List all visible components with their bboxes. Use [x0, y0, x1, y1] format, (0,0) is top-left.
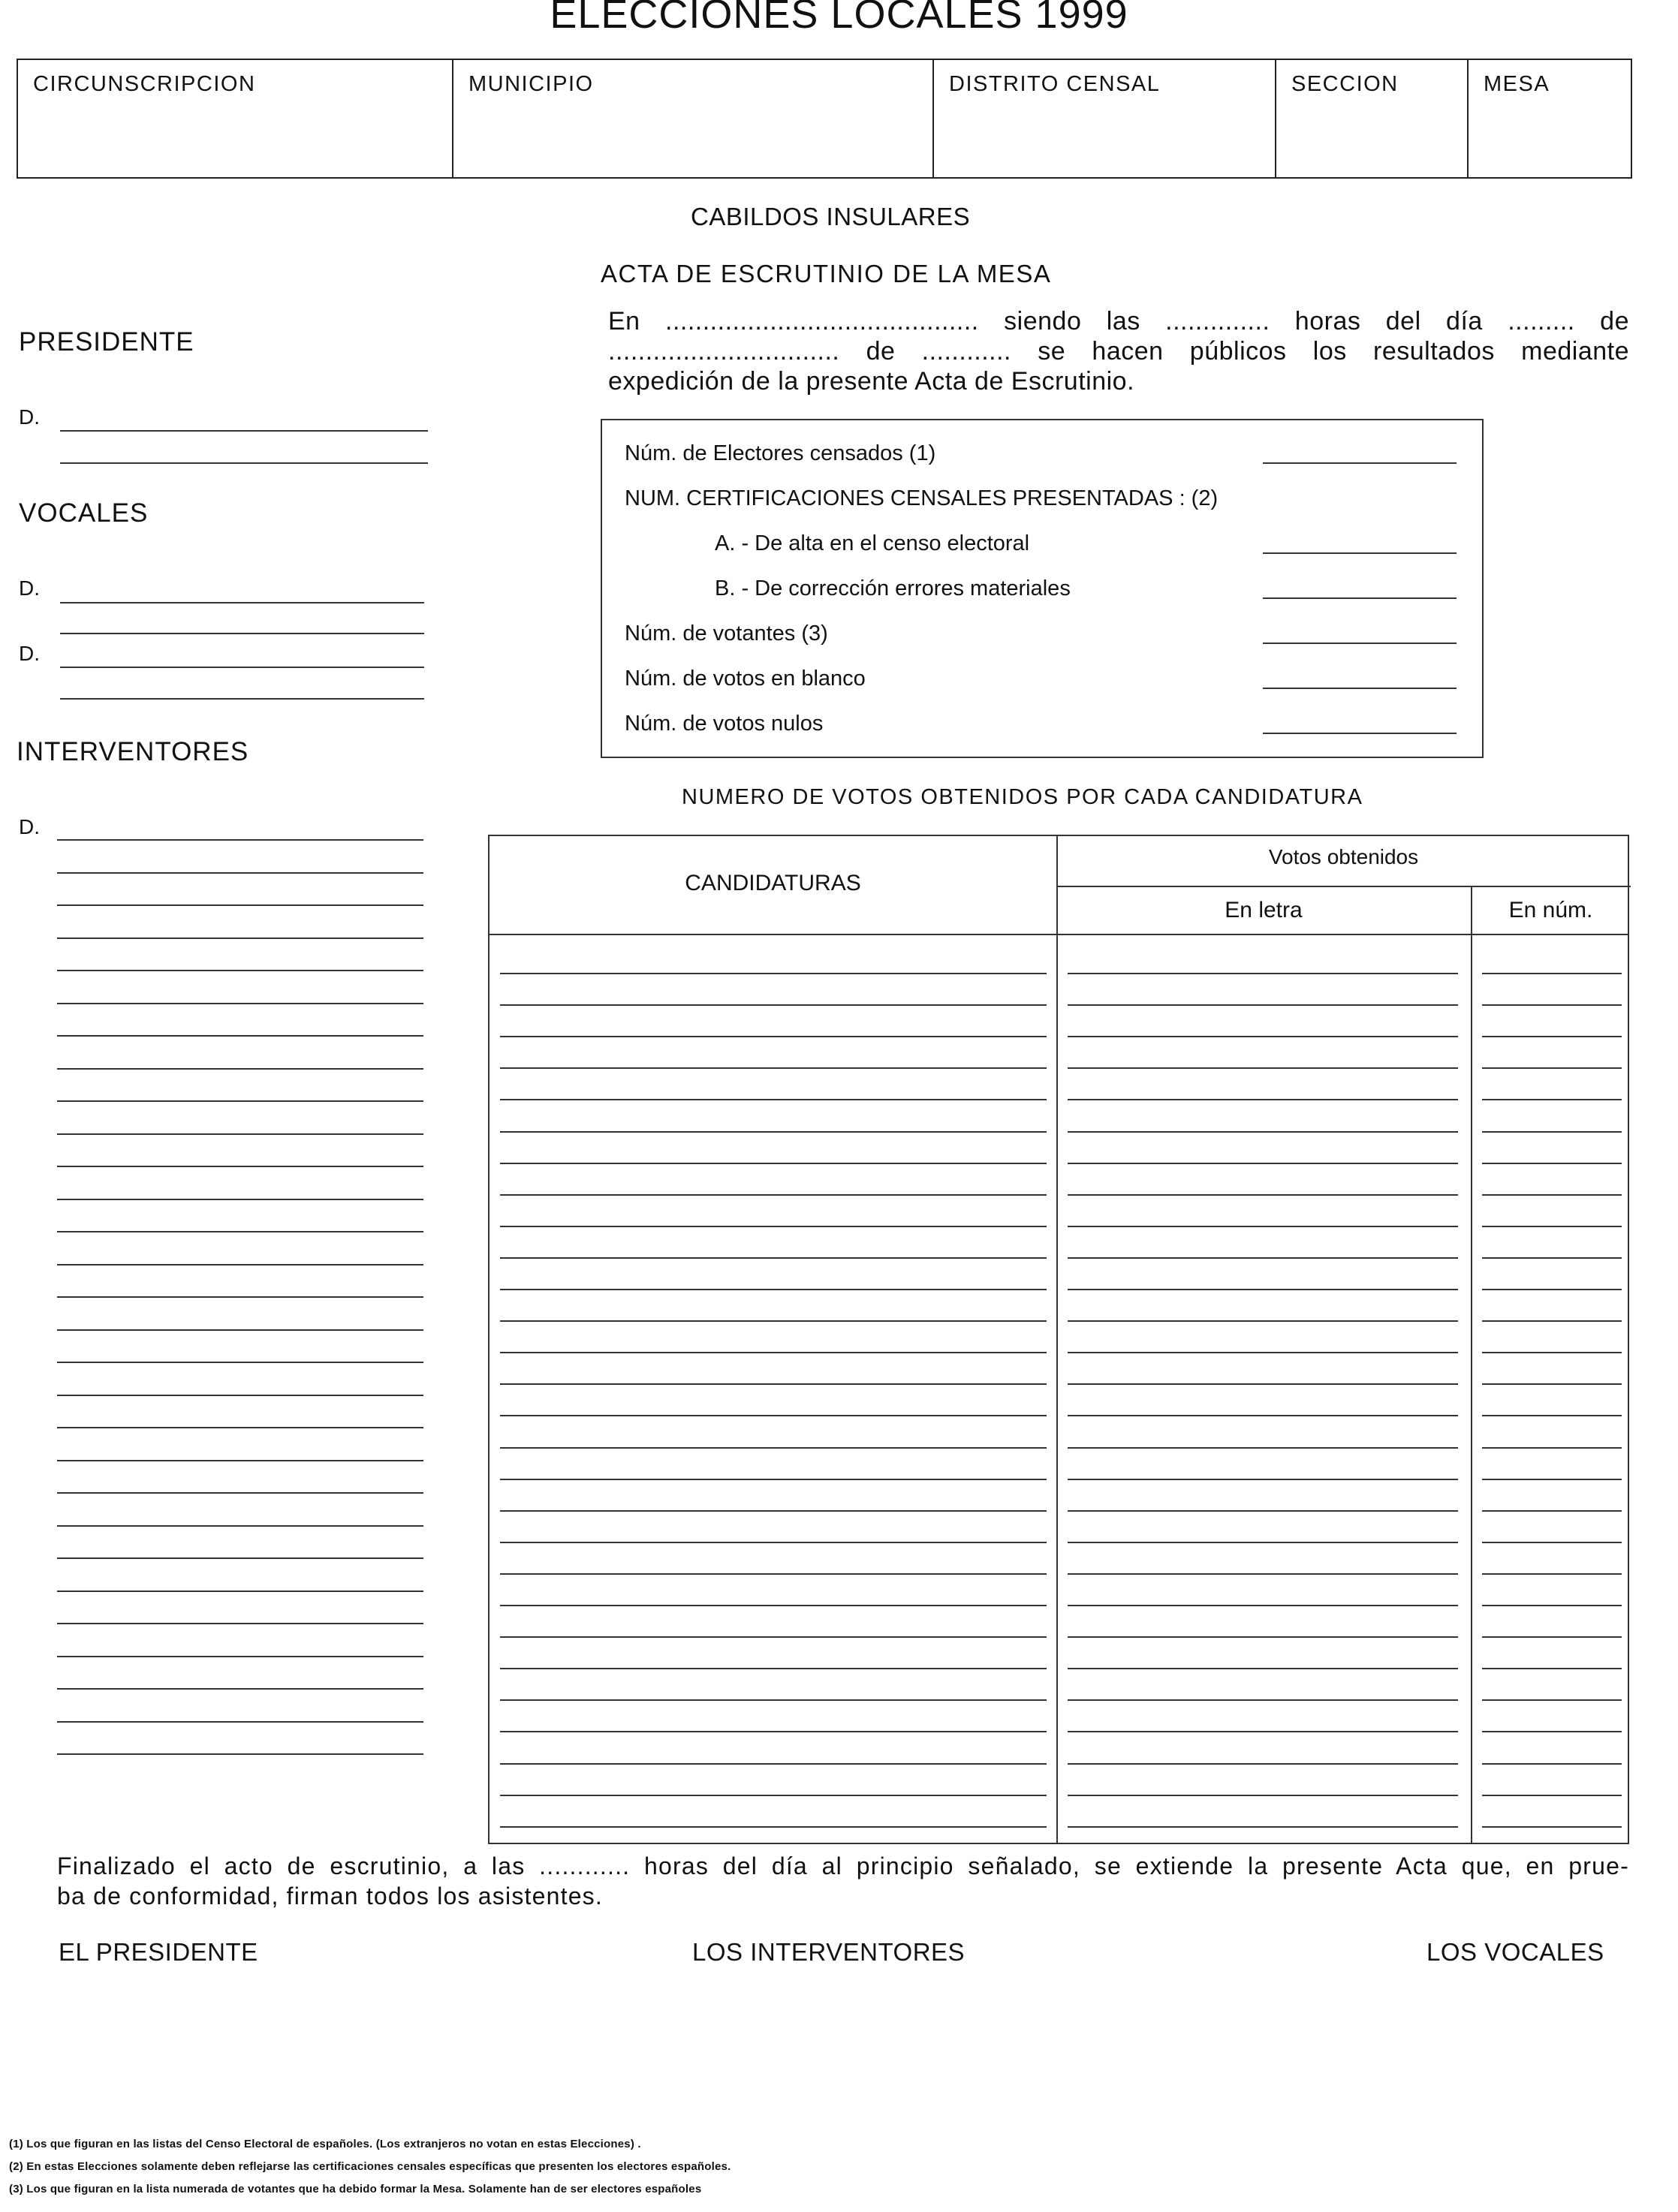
- votos-num-line[interactable]: [1482, 1731, 1622, 1732]
- candidatura-line[interactable]: [500, 1636, 1047, 1638]
- presidente-line[interactable]: [60, 430, 428, 432]
- interventor-line[interactable]: [57, 1035, 423, 1037]
- interventor-line[interactable]: [57, 1721, 423, 1723]
- intro-line-3: expedición de la presente Acta de Escrutinio.: [608, 367, 1135, 396]
- field-mesa[interactable]: MESA: [1484, 72, 1550, 96]
- electores-line[interactable]: [1263, 462, 1457, 464]
- candidatura-line[interactable]: [500, 1194, 1047, 1196]
- vocal-line[interactable]: [60, 602, 424, 603]
- votos-num-line[interactable]: [1482, 1004, 1622, 1006]
- votos-letra-line[interactable]: [1068, 1636, 1458, 1638]
- votos-num-line[interactable]: [1482, 1542, 1622, 1543]
- votos-letra-line[interactable]: [1068, 1510, 1458, 1512]
- table-divider: [1056, 886, 1631, 887]
- votos-num-line[interactable]: [1482, 1573, 1622, 1575]
- table-divider: [1471, 886, 1472, 1843]
- votos-letra-line[interactable]: [1068, 1131, 1458, 1133]
- d-label: D.: [19, 815, 40, 838]
- closing-paragraph: [57, 1851, 1629, 1911]
- interventor-line[interactable]: [57, 1656, 423, 1657]
- interventor-line[interactable]: [57, 1557, 423, 1559]
- interventor-line[interactable]: [57, 1231, 423, 1232]
- votos-letra-line[interactable]: [1068, 1479, 1458, 1480]
- closing-line-2: ba de conformidad, firman todos los asistentes.: [57, 1882, 603, 1910]
- votos-letra-line[interactable]: [1068, 1036, 1458, 1037]
- label-interventores: INTERVENTORES: [17, 737, 249, 766]
- votos-num-line[interactable]: [1482, 1036, 1622, 1037]
- interventor-line[interactable]: [57, 1003, 423, 1004]
- interventor-line[interactable]: [57, 1362, 423, 1363]
- footnote-2: (2) En estas Elecciones solamente deben reflejarse las certificaciones censales específicas que presenten los electores españoles.: [9, 2160, 731, 2173]
- candidatura-line[interactable]: [500, 1320, 1047, 1322]
- votos-letra-line[interactable]: [1068, 1320, 1458, 1322]
- interventor-line[interactable]: [57, 937, 423, 939]
- candidatura-line[interactable]: [500, 1257, 1047, 1259]
- label-presidente: PRESIDENTE: [19, 327, 194, 357]
- candidatura-line[interactable]: [500, 1447, 1047, 1449]
- votos-letra-line[interactable]: [1068, 1699, 1458, 1701]
- votos-num-line[interactable]: [1482, 1289, 1622, 1290]
- interventor-line[interactable]: [57, 839, 423, 841]
- summary-blanco: Núm. de votos en blanco: [625, 667, 866, 691]
- votos-num-line[interactable]: [1482, 1163, 1622, 1164]
- candidatura-line[interactable]: [500, 1479, 1047, 1480]
- candidatura-line[interactable]: [500, 1383, 1047, 1385]
- candidatura-line[interactable]: [500, 1004, 1047, 1006]
- interventor-line[interactable]: [57, 970, 423, 971]
- votos-letra-line[interactable]: [1068, 1447, 1458, 1449]
- votos-num-line[interactable]: [1482, 1479, 1622, 1480]
- interventor-line[interactable]: [57, 1296, 423, 1298]
- votos-letra-line[interactable]: [1068, 1004, 1458, 1006]
- votantes-line[interactable]: [1263, 643, 1457, 644]
- interventor-line[interactable]: [57, 1753, 423, 1755]
- votos-num-line[interactable]: [1482, 1383, 1622, 1385]
- candidatura-line[interactable]: [500, 1099, 1047, 1100]
- summary-box: [601, 419, 1484, 758]
- candidatura-line[interactable]: [500, 1605, 1047, 1606]
- votos-letra-line[interactable]: [1068, 1763, 1458, 1765]
- votos-letra-line[interactable]: [1068, 1226, 1458, 1227]
- interventor-line[interactable]: [57, 1460, 423, 1461]
- votos-letra-line[interactable]: [1068, 1573, 1458, 1575]
- candidatura-line[interactable]: [500, 1131, 1047, 1133]
- votos-num-line[interactable]: [1482, 1605, 1622, 1606]
- d-label: D.: [19, 642, 40, 665]
- signature-presidente: EL PRESIDENTE: [59, 1938, 258, 1966]
- interventor-line[interactable]: [57, 1068, 423, 1070]
- intro-line-2: ............................... de ............ se hacen públicos los resultados mediante: [608, 337, 1629, 366]
- votos-letra-line[interactable]: [1068, 1542, 1458, 1543]
- interventor-line[interactable]: [57, 1525, 423, 1527]
- col-en-letra: En letra: [1225, 898, 1303, 922]
- field-municipio[interactable]: MUNICIPIO: [453, 60, 934, 177]
- correccion-line[interactable]: [1263, 597, 1457, 599]
- candidatura-line[interactable]: [500, 1226, 1047, 1227]
- presidente-line[interactable]: [60, 462, 428, 464]
- interventor-line[interactable]: [57, 1623, 423, 1624]
- candidatura-line[interactable]: [500, 1163, 1047, 1164]
- closing-line-1: Finalizado el acto de escrutinio, a las ............ horas del día al principio señalado, se extiende la presente Acta que, en prue-: [57, 1852, 1629, 1879]
- subtitle-cabildos: CABILDOS INSULARES: [691, 203, 971, 230]
- candidatura-line[interactable]: [500, 1699, 1047, 1701]
- votos-letra-line[interactable]: [1068, 1257, 1458, 1259]
- candidatura-line[interactable]: [500, 1731, 1047, 1732]
- votos-num-line[interactable]: [1482, 973, 1622, 974]
- vocal-line[interactable]: [60, 698, 424, 700]
- interventor-line[interactable]: [57, 1100, 423, 1102]
- interventor-line[interactable]: [57, 1329, 423, 1331]
- field-circunscripcion[interactable]: CIRCUNSCRIPCION: [18, 60, 453, 177]
- votos-letra-line[interactable]: [1068, 973, 1458, 974]
- blanco-line[interactable]: [1263, 688, 1457, 689]
- votos-letra-line[interactable]: [1068, 1415, 1458, 1416]
- col-candidaturas: CANDIDATURAS: [685, 871, 861, 895]
- summary-correccion: B. - De corrección errores materiales: [715, 576, 1071, 600]
- votos-letra-line[interactable]: [1068, 1826, 1458, 1828]
- votes-heading: NUMERO DE VOTOS OBTENIDOS POR CADA CANDIDATURA: [682, 785, 1363, 809]
- footnote-3: (3) Los que figuran en la lista numerada de votantes que ha debido formar la Mesa. Solamente han de ser electores españoles: [9, 2183, 702, 2195]
- candidatura-line[interactable]: [500, 1573, 1047, 1575]
- candidatura-line[interactable]: [500, 1795, 1047, 1796]
- votos-num-line[interactable]: [1482, 1415, 1622, 1416]
- interventor-line[interactable]: [57, 1427, 423, 1428]
- interventor-line[interactable]: [57, 1492, 423, 1494]
- summary-votantes: Núm. de votantes (3): [625, 621, 828, 646]
- candidatura-line[interactable]: [500, 1289, 1047, 1290]
- votos-num-line[interactable]: [1482, 1194, 1622, 1196]
- alta-line[interactable]: [1263, 552, 1457, 554]
- votos-letra-line[interactable]: [1068, 1383, 1458, 1385]
- votos-num-line[interactable]: [1482, 1099, 1622, 1100]
- interventor-line[interactable]: [57, 1166, 423, 1167]
- intro-line-1: En .......................................... siendo las .............. horas del día ......... de: [608, 307, 1629, 336]
- votos-letra-line[interactable]: [1068, 1795, 1458, 1796]
- candidatura-line[interactable]: [500, 1036, 1047, 1037]
- votos-num-line[interactable]: [1482, 1352, 1622, 1353]
- votos-letra-line[interactable]: [1068, 1163, 1458, 1164]
- votos-num-line[interactable]: [1482, 1699, 1622, 1701]
- summary-certificaciones: NUM. CERTIFICACIONES CENSALES PRESENTADAS : (2): [625, 486, 1219, 510]
- vocal-line[interactable]: [60, 667, 424, 668]
- field-distrito-censal[interactable]: DISTRITO CENSAL: [934, 60, 1276, 177]
- col-en-num: En núm.: [1508, 898, 1593, 922]
- votos-num-line[interactable]: [1482, 1763, 1622, 1765]
- label-vocales: VOCALES: [19, 498, 149, 528]
- votos-letra-line[interactable]: [1068, 1352, 1458, 1353]
- votos-num-line[interactable]: [1482, 1795, 1622, 1796]
- votos-num-line[interactable]: [1482, 1320, 1622, 1322]
- votos-num-line[interactable]: [1482, 1668, 1622, 1669]
- votos-letra-line[interactable]: [1068, 1194, 1458, 1196]
- signature-interventores: LOS INTERVENTORES: [692, 1938, 966, 1966]
- interventor-line[interactable]: [57, 904, 423, 906]
- votos-letra-line[interactable]: [1068, 1668, 1458, 1669]
- vocal-line[interactable]: [60, 633, 424, 634]
- summary-electores: Núm. de Electores censados (1): [625, 441, 936, 465]
- candidatura-line[interactable]: [500, 1415, 1047, 1416]
- candidatura-line[interactable]: [500, 1352, 1047, 1353]
- d-label: D.: [19, 405, 40, 429]
- interventor-line[interactable]: [57, 1395, 423, 1396]
- candidatura-line[interactable]: [500, 1668, 1047, 1669]
- interventor-line[interactable]: [57, 1199, 423, 1200]
- votos-letra-line[interactable]: [1068, 1289, 1458, 1290]
- candidatura-line[interactable]: [500, 1826, 1047, 1828]
- header-fields-table: [17, 59, 1632, 179]
- col-votos-obtenidos: Votos obtenidos: [1268, 845, 1419, 868]
- votos-letra-line[interactable]: [1068, 1731, 1458, 1732]
- votos-num-line[interactable]: [1482, 1636, 1622, 1638]
- table-divider: [1056, 836, 1058, 1843]
- summary-alta: A. - De alta en el censo electoral: [715, 531, 1030, 555]
- interventor-line[interactable]: [57, 1133, 423, 1135]
- votos-num-line[interactable]: [1482, 1257, 1622, 1259]
- interventor-line[interactable]: [57, 872, 423, 874]
- signature-vocales: LOS VOCALES: [1426, 1938, 1604, 1966]
- footnote-1: (1) Los que figuran en las listas del Censo Electoral de españoles. (Los extranjeros no votan en estas Elecciones) .: [9, 2138, 641, 2150]
- interventor-line[interactable]: [57, 1688, 423, 1690]
- nulos-line[interactable]: [1263, 733, 1457, 734]
- votes-table: [488, 835, 1629, 1844]
- table-divider: [490, 934, 1628, 935]
- subtitle-acta: ACTA DE ESCRUTINIO DE LA MESA: [601, 260, 1052, 287]
- summary-nulos: Núm. de votos nulos: [625, 712, 824, 736]
- votos-num-line[interactable]: [1482, 1067, 1622, 1069]
- interventor-line[interactable]: [57, 1264, 423, 1266]
- votos-num-line[interactable]: [1482, 1131, 1622, 1133]
- candidatura-line[interactable]: [500, 1510, 1047, 1512]
- votos-letra-line[interactable]: [1068, 1099, 1458, 1100]
- candidatura-line[interactable]: [500, 973, 1047, 974]
- field-seccion[interactable]: SECCION: [1276, 60, 1469, 177]
- candidatura-line[interactable]: [500, 1763, 1047, 1765]
- votos-letra-line[interactable]: [1068, 1067, 1458, 1069]
- votos-num-line[interactable]: [1482, 1226, 1622, 1227]
- votos-letra-line[interactable]: [1068, 1605, 1458, 1606]
- d-label: D.: [19, 576, 40, 600]
- intro-paragraph: [608, 306, 1629, 396]
- candidatura-line[interactable]: [500, 1067, 1047, 1069]
- document-title: ELECCIONES LOCALES 1999: [550, 0, 1128, 37]
- interventor-line[interactable]: [57, 1591, 423, 1592]
- candidatura-line[interactable]: [500, 1542, 1047, 1543]
- votos-num-line[interactable]: [1482, 1447, 1622, 1449]
- votos-num-line[interactable]: [1482, 1510, 1622, 1512]
- votos-num-line[interactable]: [1482, 1826, 1622, 1828]
